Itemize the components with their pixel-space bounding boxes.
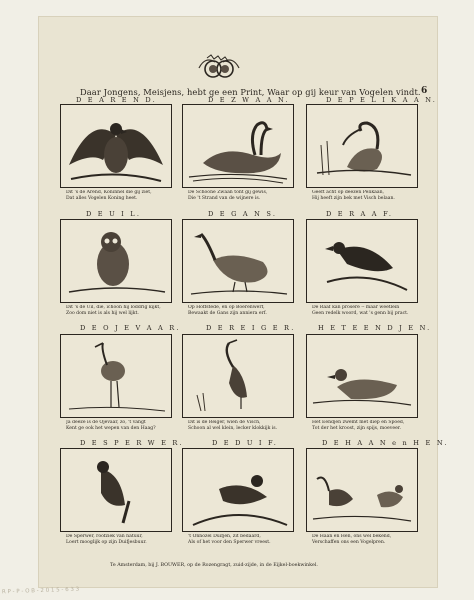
panel-title-arend: D E A R E N D. (76, 96, 157, 104)
panel-caption-arend: Dit 's de Arend, Koninnel die gij ziet, Dat alles Vogelen Koning heet. (66, 190, 152, 202)
swan-icon (183, 105, 293, 187)
panel-caption-uil: Dit 's de Uil, die, ichoon hij loddrig kijkt, Zoo dom niet is als hij wel lijkt. (66, 305, 161, 317)
inventory-mark: R P - P - O B - 2 0 1 5 - 6 3 3 (1, 586, 80, 596)
goose-icon (183, 220, 293, 302)
panel-caption-haan-en-hen: De Haan en Hen, ons wel bekend, Verschaffen ons een Vogelpren. (312, 534, 392, 546)
panel-title-gans: D E G A N S. (208, 210, 278, 218)
panel-image-gans (182, 219, 294, 303)
sparrowhawk-icon (61, 449, 171, 531)
raven-icon (307, 220, 417, 302)
panel-title-eendjen: H E T E E N D J E N. (318, 324, 432, 332)
panel-caption-raaf: De Raaf kan prosere -- maar weetlein Geen redelk woord, wat 's genn bij pract. (312, 305, 409, 317)
pelican-icon (307, 105, 417, 187)
panel-caption-duif: 't Onnozel Duifjen, zit bedaard, Als of het voor den Sperwer vreest. (188, 534, 271, 546)
panel-title-raaf: D E R A A F. (326, 210, 394, 218)
panel-title-duif: D E D U I F. (212, 439, 279, 447)
panel-title-sperwer: D E S P E R W E R. (80, 439, 184, 447)
panel-image-pelikaan (306, 104, 418, 188)
rooster-and-hen-icon (307, 449, 417, 531)
panel-image-reiger (182, 334, 294, 418)
panel-image-zwaan (182, 104, 294, 188)
decorative-seal-icon (197, 54, 241, 80)
panel-image-raaf (306, 219, 418, 303)
panel-title-haan-en-hen: D E H A A N e n H E N. (322, 439, 449, 447)
page-mark: 6 (421, 86, 428, 96)
panel-caption-pelikaan: Geeft acht op deezen Pelikaan, Hij heeft zijn bek met Visch belaan. (312, 190, 395, 202)
panel-image-uil (60, 219, 172, 303)
panel-image-duif (182, 448, 294, 532)
duck-icon (307, 335, 417, 417)
owl-icon (61, 220, 171, 302)
panel-title-pelikaan: D E P E L I K A A N. (326, 96, 438, 104)
stork-icon (61, 335, 171, 417)
panel-image-eendjen (306, 334, 418, 418)
heron-icon (183, 335, 293, 417)
panel-title-ojevaar: D E O J E V A A R. (80, 324, 181, 332)
panel-title-reiger: D E R E I G E R. (206, 324, 296, 332)
panel-caption-reiger: Dit is de Reiger, wien de Visch, Schoon al wel klein, lecker klokkijk is. (188, 420, 278, 432)
panel-caption-zwaan: De Schoone Zwaan tont gij gewis, Die 't Strand van de wijnere is. (188, 190, 268, 202)
dove-icon (183, 449, 293, 531)
publisher-imprint: Te Amsterdam, bij J. BOUWER, op de Rozengragt, zuid-zijde, in de Eijkel-boekwinkel. (110, 563, 318, 568)
panel-caption-gans: Op Hoffstede, en op Boerenwerf, Bewaakt de Gans zijn anniera erf. (188, 305, 267, 317)
panel-title-uil: D E U I L. (86, 210, 142, 218)
panel-caption-sperwer: De Sperwer, roofziek van natuur, Loert mooglijk op zijn Duifjesbuur. (66, 534, 147, 546)
panel-image-haan-en-hen (306, 448, 418, 532)
panel-caption-eendjen: Het Eendjen zwemt met diep en Spoed, Tot der het kroost, zijn spijs, moeveer. (312, 420, 405, 432)
panel-caption-ojevaar: Ja deeze is de Ojevaar, zo, 't vangt Kent ge ook het wepen van den Haag? (66, 420, 156, 432)
eagle-icon (61, 105, 171, 187)
panel-title-zwaan: D E Z W A A N. (208, 96, 290, 104)
sheet-heading: Daar Jongens, Meisjens, hebt ge een Print, Waar op gij keur van Vogelen vindt. (80, 87, 421, 97)
panel-image-sperwer (60, 448, 172, 532)
panel-image-arend (60, 104, 172, 188)
panel-image-ojevaar (60, 334, 172, 418)
